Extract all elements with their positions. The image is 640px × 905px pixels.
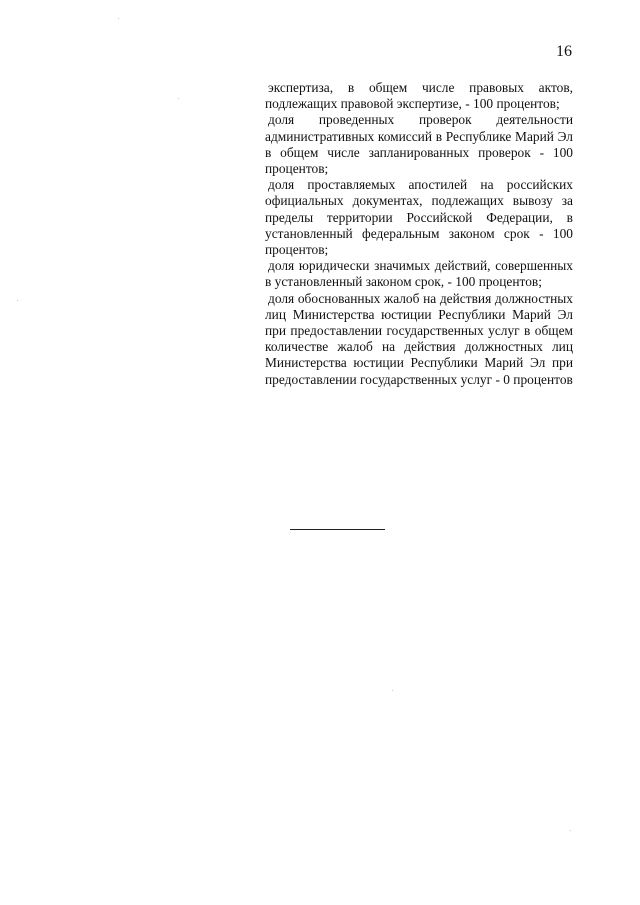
scan-speck bbox=[392, 690, 393, 691]
paragraph-legal-expertise: экспертиза, в общем числе правовых актов, подлежащих правовой экспертизе, - 100 процентов; bbox=[265, 80, 573, 112]
closing-divider bbox=[290, 529, 385, 530]
paragraph-legal-actions: доля юридически значимых действий, совершенных в установленный законом срок, - 100 процентов; bbox=[265, 258, 573, 290]
scan-speck bbox=[17, 300, 18, 301]
paragraph-complaints: доля обоснованных жалоб на действия должностных лиц Министерства юстиции Республики Марий Эл при предоставлении государственных услуг в общем количестве жалоб на действия должностных лиц Министерства юстиции Республики Марий Эл при предоставлении государственных услуг - 0 процентов bbox=[265, 290, 573, 387]
scan-speck bbox=[118, 18, 119, 19]
scan-speck bbox=[178, 98, 179, 99]
paragraph-apostilles: доля проставляемых апостилей на российских официальных документах, подлежащих вывозу за пределы территории Российской Федерации, в установленный федеральным законом срок - 100 процентов; bbox=[265, 177, 573, 258]
text-column bbox=[265, 80, 573, 388]
scan-speck bbox=[570, 830, 571, 831]
page-number: 16 bbox=[556, 43, 572, 60]
paragraph-admin-commission-inspections: доля проведенных проверок деятельности административных комиссий в Республике Марий Эл в общем числе запланированных проверок - 100 процентов; bbox=[265, 112, 573, 177]
